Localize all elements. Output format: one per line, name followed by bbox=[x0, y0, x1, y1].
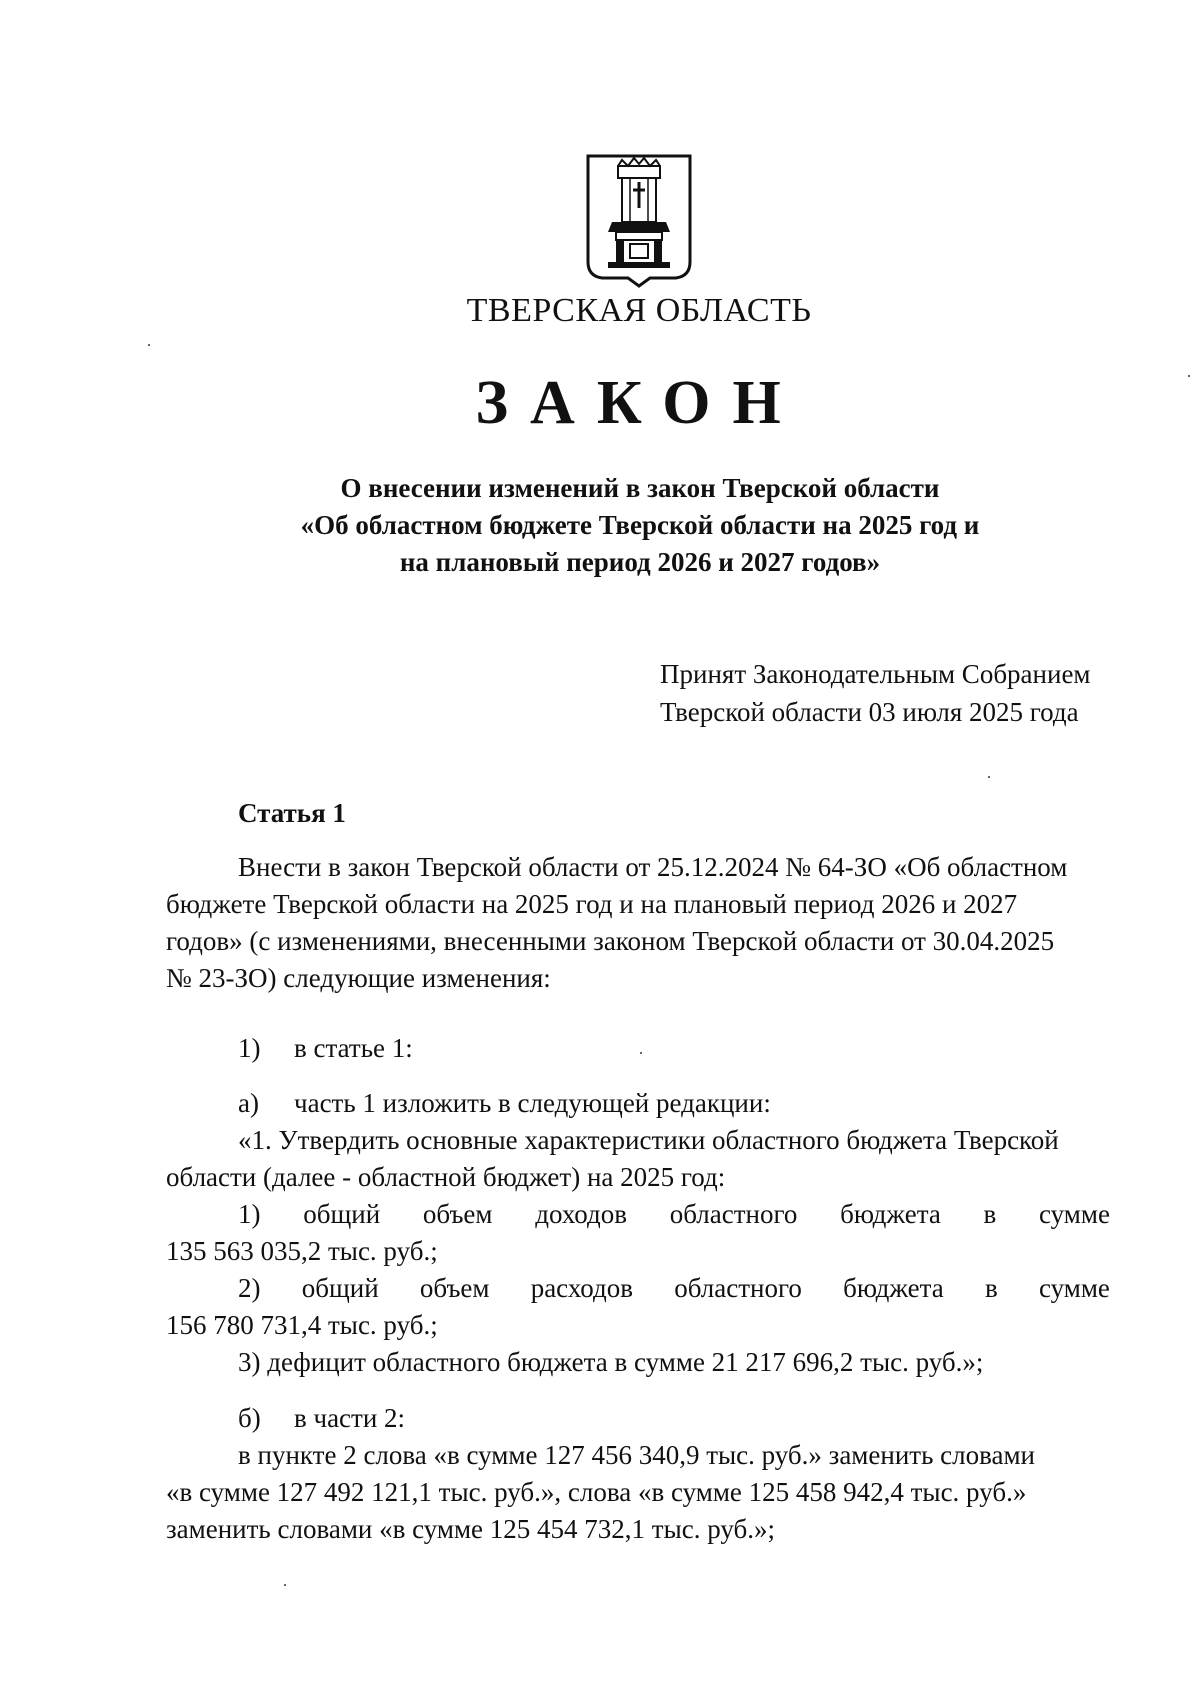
scan-speck bbox=[284, 1584, 286, 1586]
word: 1) bbox=[238, 1199, 261, 1229]
scan-speck bbox=[988, 776, 990, 778]
word: общий bbox=[301, 1273, 379, 1303]
final-line: заменить словами «в сумме 125 454 732,1 тыс. руб.»; bbox=[166, 1514, 775, 1544]
adoption-line-1: Принят Законодательным Собранием bbox=[660, 659, 1091, 689]
word: в bbox=[985, 1273, 998, 1303]
word: областного bbox=[674, 1273, 802, 1303]
word: расходов bbox=[530, 1273, 633, 1303]
article-intro bbox=[166, 849, 1110, 997]
justified-line bbox=[166, 1196, 1110, 1233]
quote-line: области (далее - областной бюджет) на 2025 год: bbox=[166, 1162, 726, 1192]
quote-line: «1. Утвердить основные характеристики областного бюджета Тверской bbox=[238, 1125, 1059, 1155]
list-item bbox=[166, 1030, 1182, 1067]
scan-speck bbox=[1188, 375, 1190, 377]
word: объем bbox=[419, 1273, 490, 1303]
list-item-number: б) bbox=[238, 1403, 261, 1433]
list-item-number: 1) bbox=[238, 1033, 261, 1063]
intro-line: годов» (с изменениями, внесенными законом Тверской области от 30.04.2025 bbox=[166, 926, 1055, 956]
adoption-note bbox=[660, 655, 1091, 731]
word: бюджета bbox=[840, 1199, 941, 1229]
quoted-paragraph bbox=[166, 1122, 1110, 1196]
replacement-paragraph bbox=[166, 1437, 1110, 1548]
adoption-line-2: Тверской области 03 июля 2025 года bbox=[660, 697, 1079, 727]
law-subtitle bbox=[200, 470, 1080, 581]
law-title: ЗАКОН bbox=[475, 369, 803, 437]
article-heading: Статья 1 bbox=[238, 798, 346, 828]
word: объем bbox=[422, 1199, 493, 1229]
word: сумме bbox=[1039, 1199, 1110, 1229]
subtitle-line: «Об областном бюджете Тверской области на 2025 год и bbox=[300, 510, 980, 540]
word: в bbox=[983, 1199, 997, 1229]
word: сумме bbox=[1038, 1273, 1110, 1303]
list-item-text: в статье 1: bbox=[294, 1033, 413, 1063]
coat-of-arms-icon bbox=[584, 152, 694, 288]
amount-line: 135 563 035,2 тыс. руб.; bbox=[166, 1236, 438, 1266]
subtitle-line: на плановый период 2026 и 2027 годов» bbox=[399, 547, 881, 577]
word: бюджета bbox=[843, 1273, 944, 1303]
scan-speck bbox=[640, 1052, 642, 1054]
list-item-text: в части 2: bbox=[294, 1403, 406, 1433]
justified-line bbox=[166, 1270, 1110, 1307]
region-name: ТВЕРСКАЯ ОБЛАСТЬ bbox=[466, 292, 812, 329]
scan-speck bbox=[148, 344, 150, 346]
final-line: в пункте 2 слова «в сумме 127 456 340,9 тыс. руб.» заменить словами bbox=[238, 1440, 1036, 1470]
list-item bbox=[166, 1085, 1182, 1122]
word: общий bbox=[303, 1199, 381, 1229]
amount-line: 156 780 731,4 тыс. руб.; bbox=[166, 1310, 438, 1340]
word: 2) bbox=[238, 1273, 261, 1303]
list-item-number: а) bbox=[238, 1088, 259, 1118]
deficit-line: 3) дефицит областного бюджета в сумме 21 217 696,2 тыс. руб.»; bbox=[238, 1347, 984, 1377]
budget-income-item bbox=[166, 1196, 1110, 1270]
word: доходов bbox=[535, 1199, 627, 1229]
word: областного bbox=[669, 1199, 798, 1229]
list-item-text: часть 1 изложить в следующей редакции: bbox=[294, 1088, 771, 1118]
budget-expense-item bbox=[166, 1270, 1110, 1344]
final-line: «в сумме 127 492 121,1 тыс. руб.», слова «в сумме 125 458 942,4 тыс. руб.» bbox=[166, 1477, 1027, 1507]
budget-deficit-item bbox=[166, 1344, 1182, 1381]
list-item bbox=[166, 1400, 1182, 1437]
intro-line: № 23-ЗО) следующие изменения: bbox=[166, 963, 551, 993]
subtitle-line: О внесении изменений в закон Тверской области bbox=[340, 473, 940, 503]
intro-line: Внести в закон Тверской области от 25.12.2024 № 64-ЗО «Об областном bbox=[238, 852, 1068, 882]
intro-line: бюджете Тверской области на 2025 год и на плановый период 2026 и 2027 bbox=[166, 889, 1018, 919]
